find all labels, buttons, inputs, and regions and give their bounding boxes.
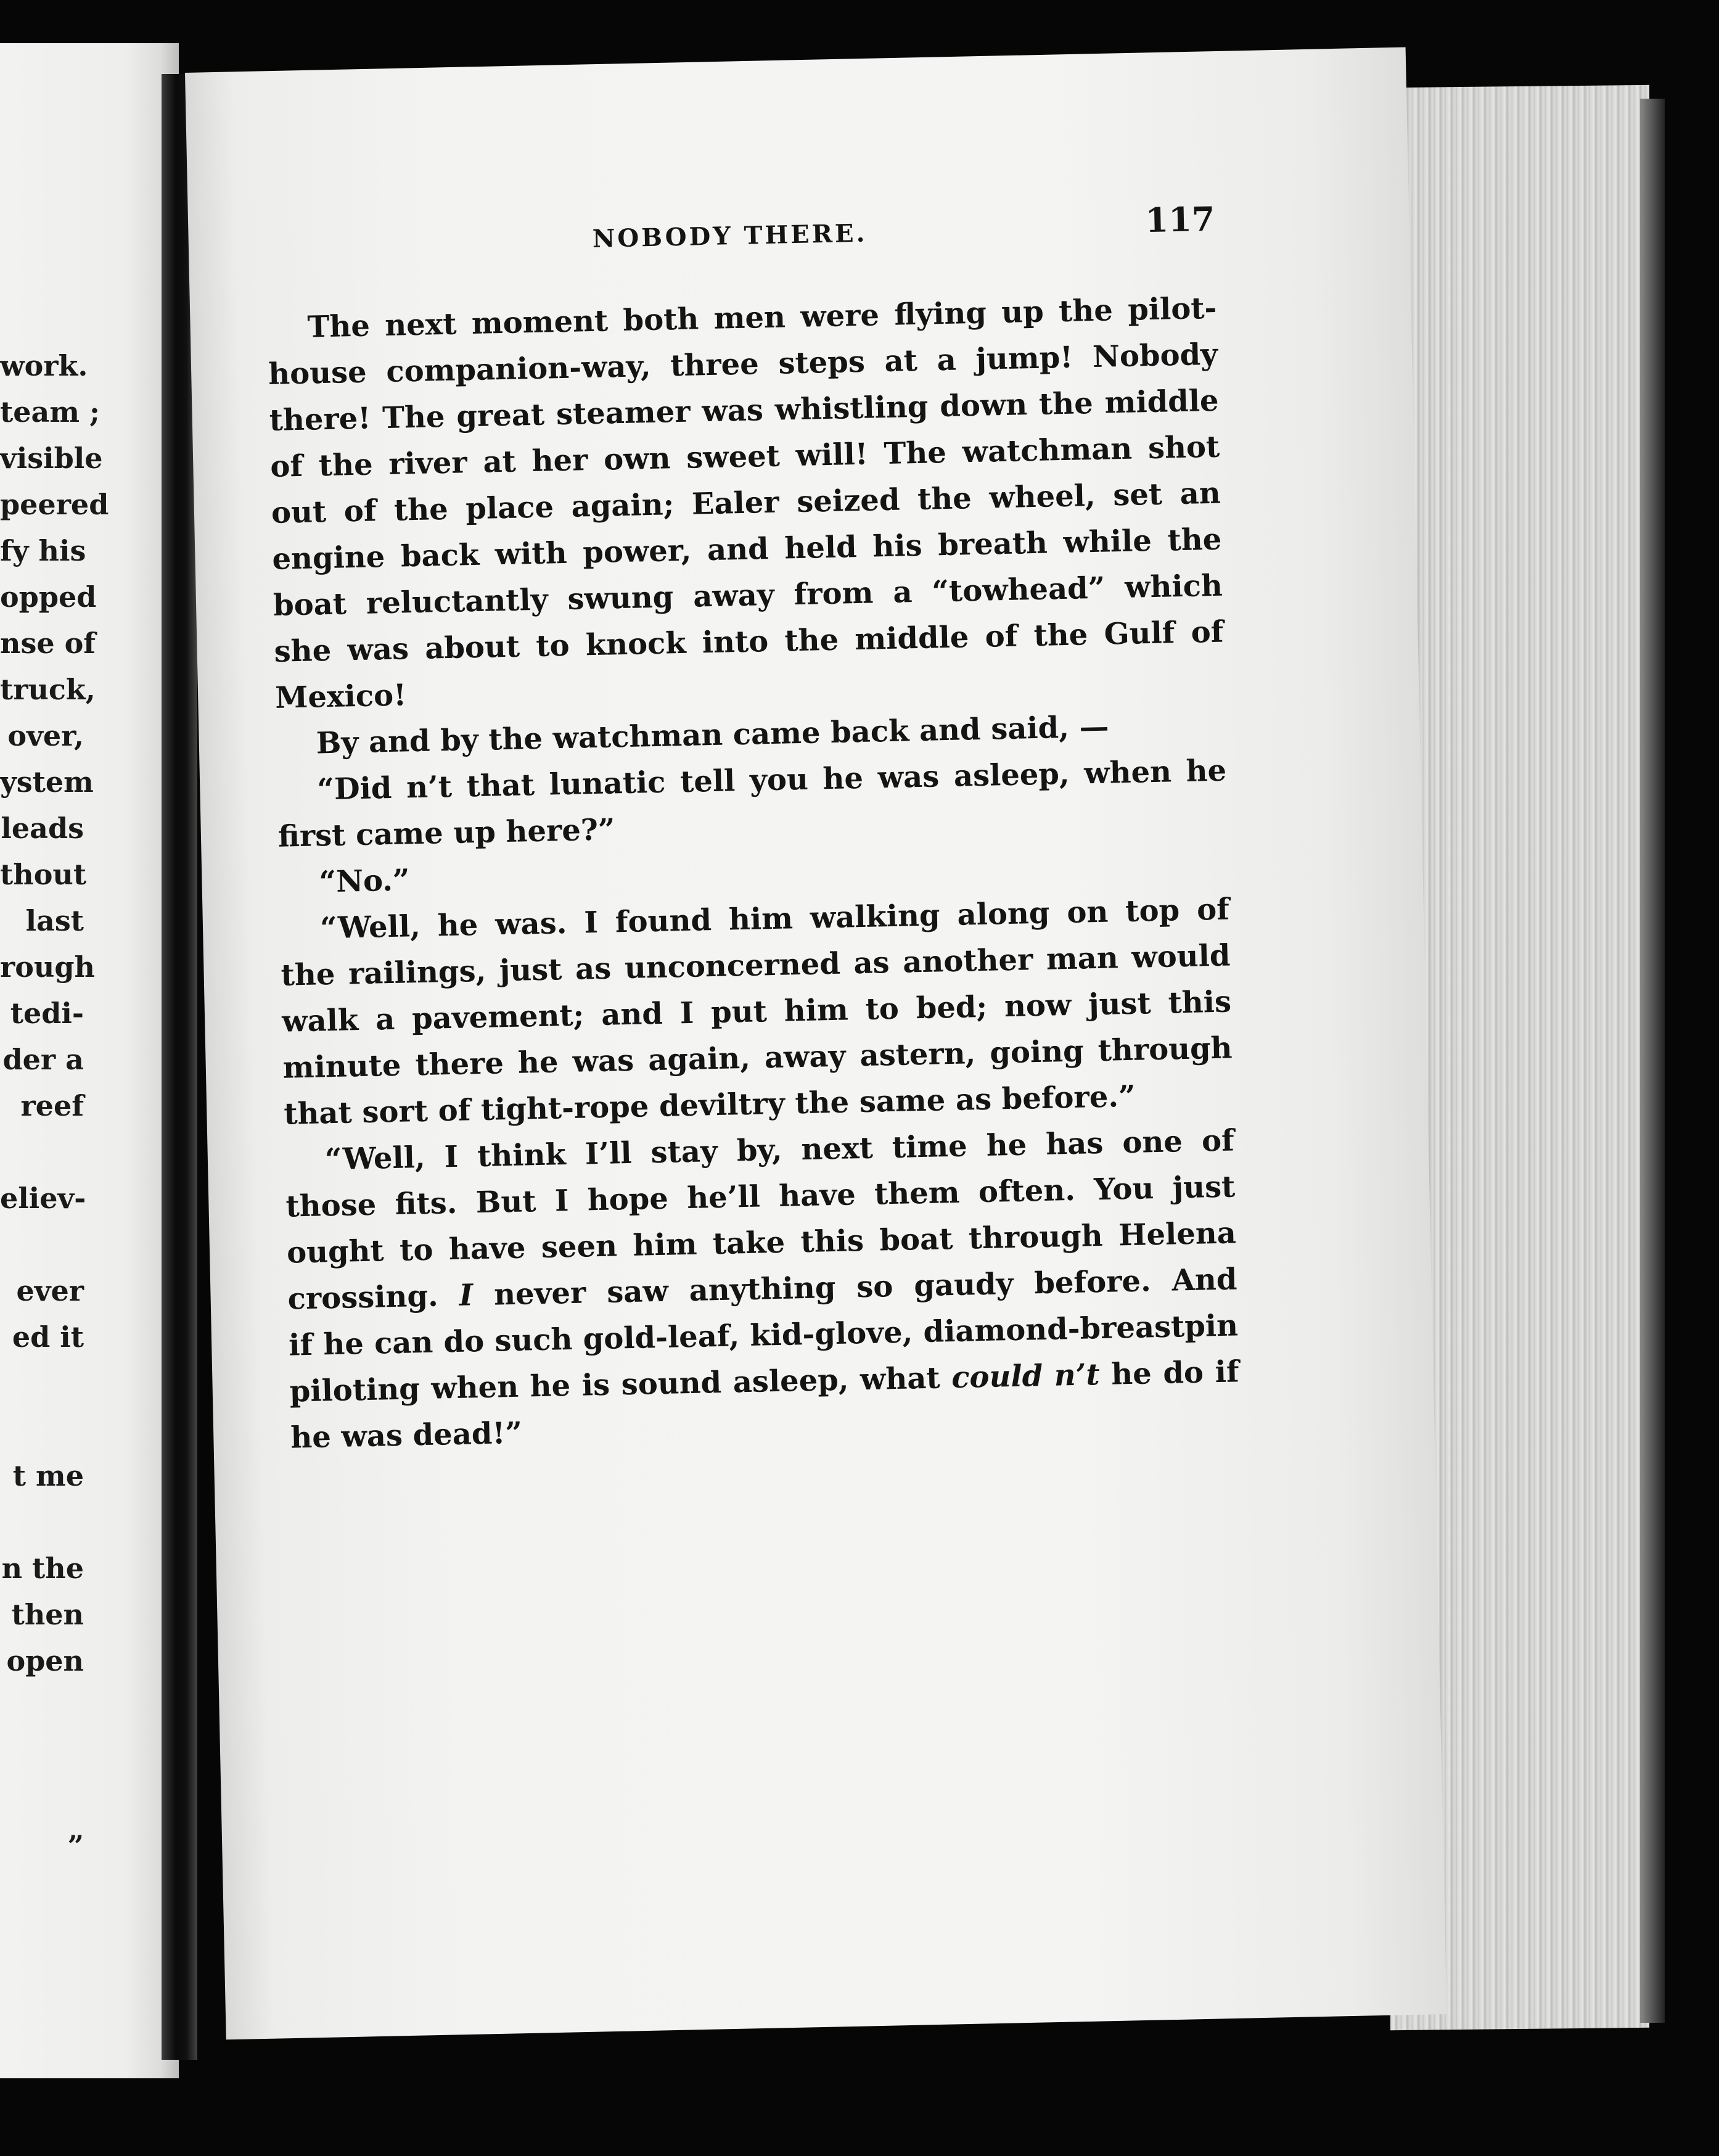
page-edge-shadow [1640, 99, 1665, 2023]
left-page-fragment: t me [12, 1459, 84, 1492]
left-page-fragment: peered [0, 488, 109, 521]
left-page-fragment: rough [0, 950, 95, 984]
italic-emphasis: could n’t [951, 1357, 1101, 1396]
text-line: minute there he was again, away astern, going through [282, 1031, 1233, 1085]
page-text-block [265, 199, 1241, 1462]
left-page-fragment: reef [20, 1089, 84, 1122]
left-page-fragment: ” [67, 1829, 84, 1862]
body-text [267, 286, 1241, 1462]
text-line: that sort of tight-rope deviltry the same as before.” [283, 1079, 1136, 1132]
left-page-fragment: n the [1, 1552, 84, 1585]
text-segment: piloting when he is sound asleep, what [289, 1360, 952, 1409]
text-line: walk a pavement; and I put him to bed; now just this [281, 984, 1232, 1039]
left-page-fragment: visible [0, 442, 103, 475]
left-page-fragment: eliev- [0, 1182, 86, 1215]
page-number: 117 [1144, 199, 1216, 241]
text-line: first came up here?” [277, 812, 616, 854]
text-line: By and by the watchman came back and said, — [316, 709, 1110, 761]
text-line: “Did n’t that lunatic tell you he was asleep, when he [316, 753, 1227, 807]
text-line: there! The great steamer was whistling down the middle [269, 383, 1220, 438]
left-page-fragment: ever [16, 1274, 84, 1307]
left-page-fragment: then [11, 1598, 84, 1631]
text-line: if he can do such gold-leaf, kid-glove, diamond-breastpin [288, 1308, 1239, 1363]
left-page-fragment: leads [1, 812, 84, 845]
text-segment: never saw anything so gaudy before. And [472, 1262, 1237, 1313]
left-page-fragment: nse of [0, 627, 96, 660]
left-page-fragment: tedi- [10, 997, 84, 1030]
text-line: ought to have seen him take this boat through Helena [286, 1216, 1237, 1270]
text-line: he was dead!” [290, 1415, 523, 1455]
left-page [0, 43, 179, 2078]
text-line: those fits. But I hope he’ll have them often. You just [285, 1169, 1236, 1224]
text-segment: he do if [1099, 1354, 1240, 1393]
left-page-fragment: truck, [0, 673, 96, 706]
left-page-fragment: thout [0, 858, 87, 891]
left-page-fragment: team ; [0, 395, 100, 429]
text-line: “Well, I think I’ll stay by, next time he has one of [324, 1123, 1235, 1177]
left-page-fragment: fy his [0, 534, 86, 567]
text-line: The next moment both men were flying up the pilot- [307, 290, 1217, 345]
text-line: house companion-way, three steps at a jump! Nobody [268, 337, 1218, 392]
left-page-fragment: open [6, 1644, 84, 1677]
text-line: boat reluctantly swung away from a “towhead” which [273, 568, 1223, 623]
italic-emphasis: I [459, 1278, 474, 1313]
text-line: “Well, he was. I found him walking along on top of [319, 892, 1230, 946]
text-segment: crossing. [287, 1278, 460, 1317]
left-page-fragment: ed it [12, 1320, 84, 1354]
left-page-fragment: over, [7, 719, 84, 752]
left-page-fragment: last [25, 904, 84, 937]
left-page-fragment: ystem [0, 765, 94, 799]
text-line: Mexico! [274, 678, 407, 715]
left-page-fragment: work. [0, 349, 88, 382]
text-line: the railings, just as unconcerned as another man would [281, 938, 1231, 993]
left-page-fragment: der a [2, 1043, 84, 1076]
running-head-title: NOBODY THERE. [592, 218, 868, 253]
left-page-fragment: opped [0, 580, 97, 614]
text-line: “No.” [318, 863, 411, 900]
text-line: out of the place again; Ealer seized the wheel, set an [271, 475, 1221, 530]
text-line: engine back with power, and held his breath while the [271, 522, 1222, 577]
text-line: of the river at her own sweet will! The watchman shot [269, 429, 1220, 484]
text-line: she was about to knock into the middle of the Gulf of [274, 614, 1224, 669]
